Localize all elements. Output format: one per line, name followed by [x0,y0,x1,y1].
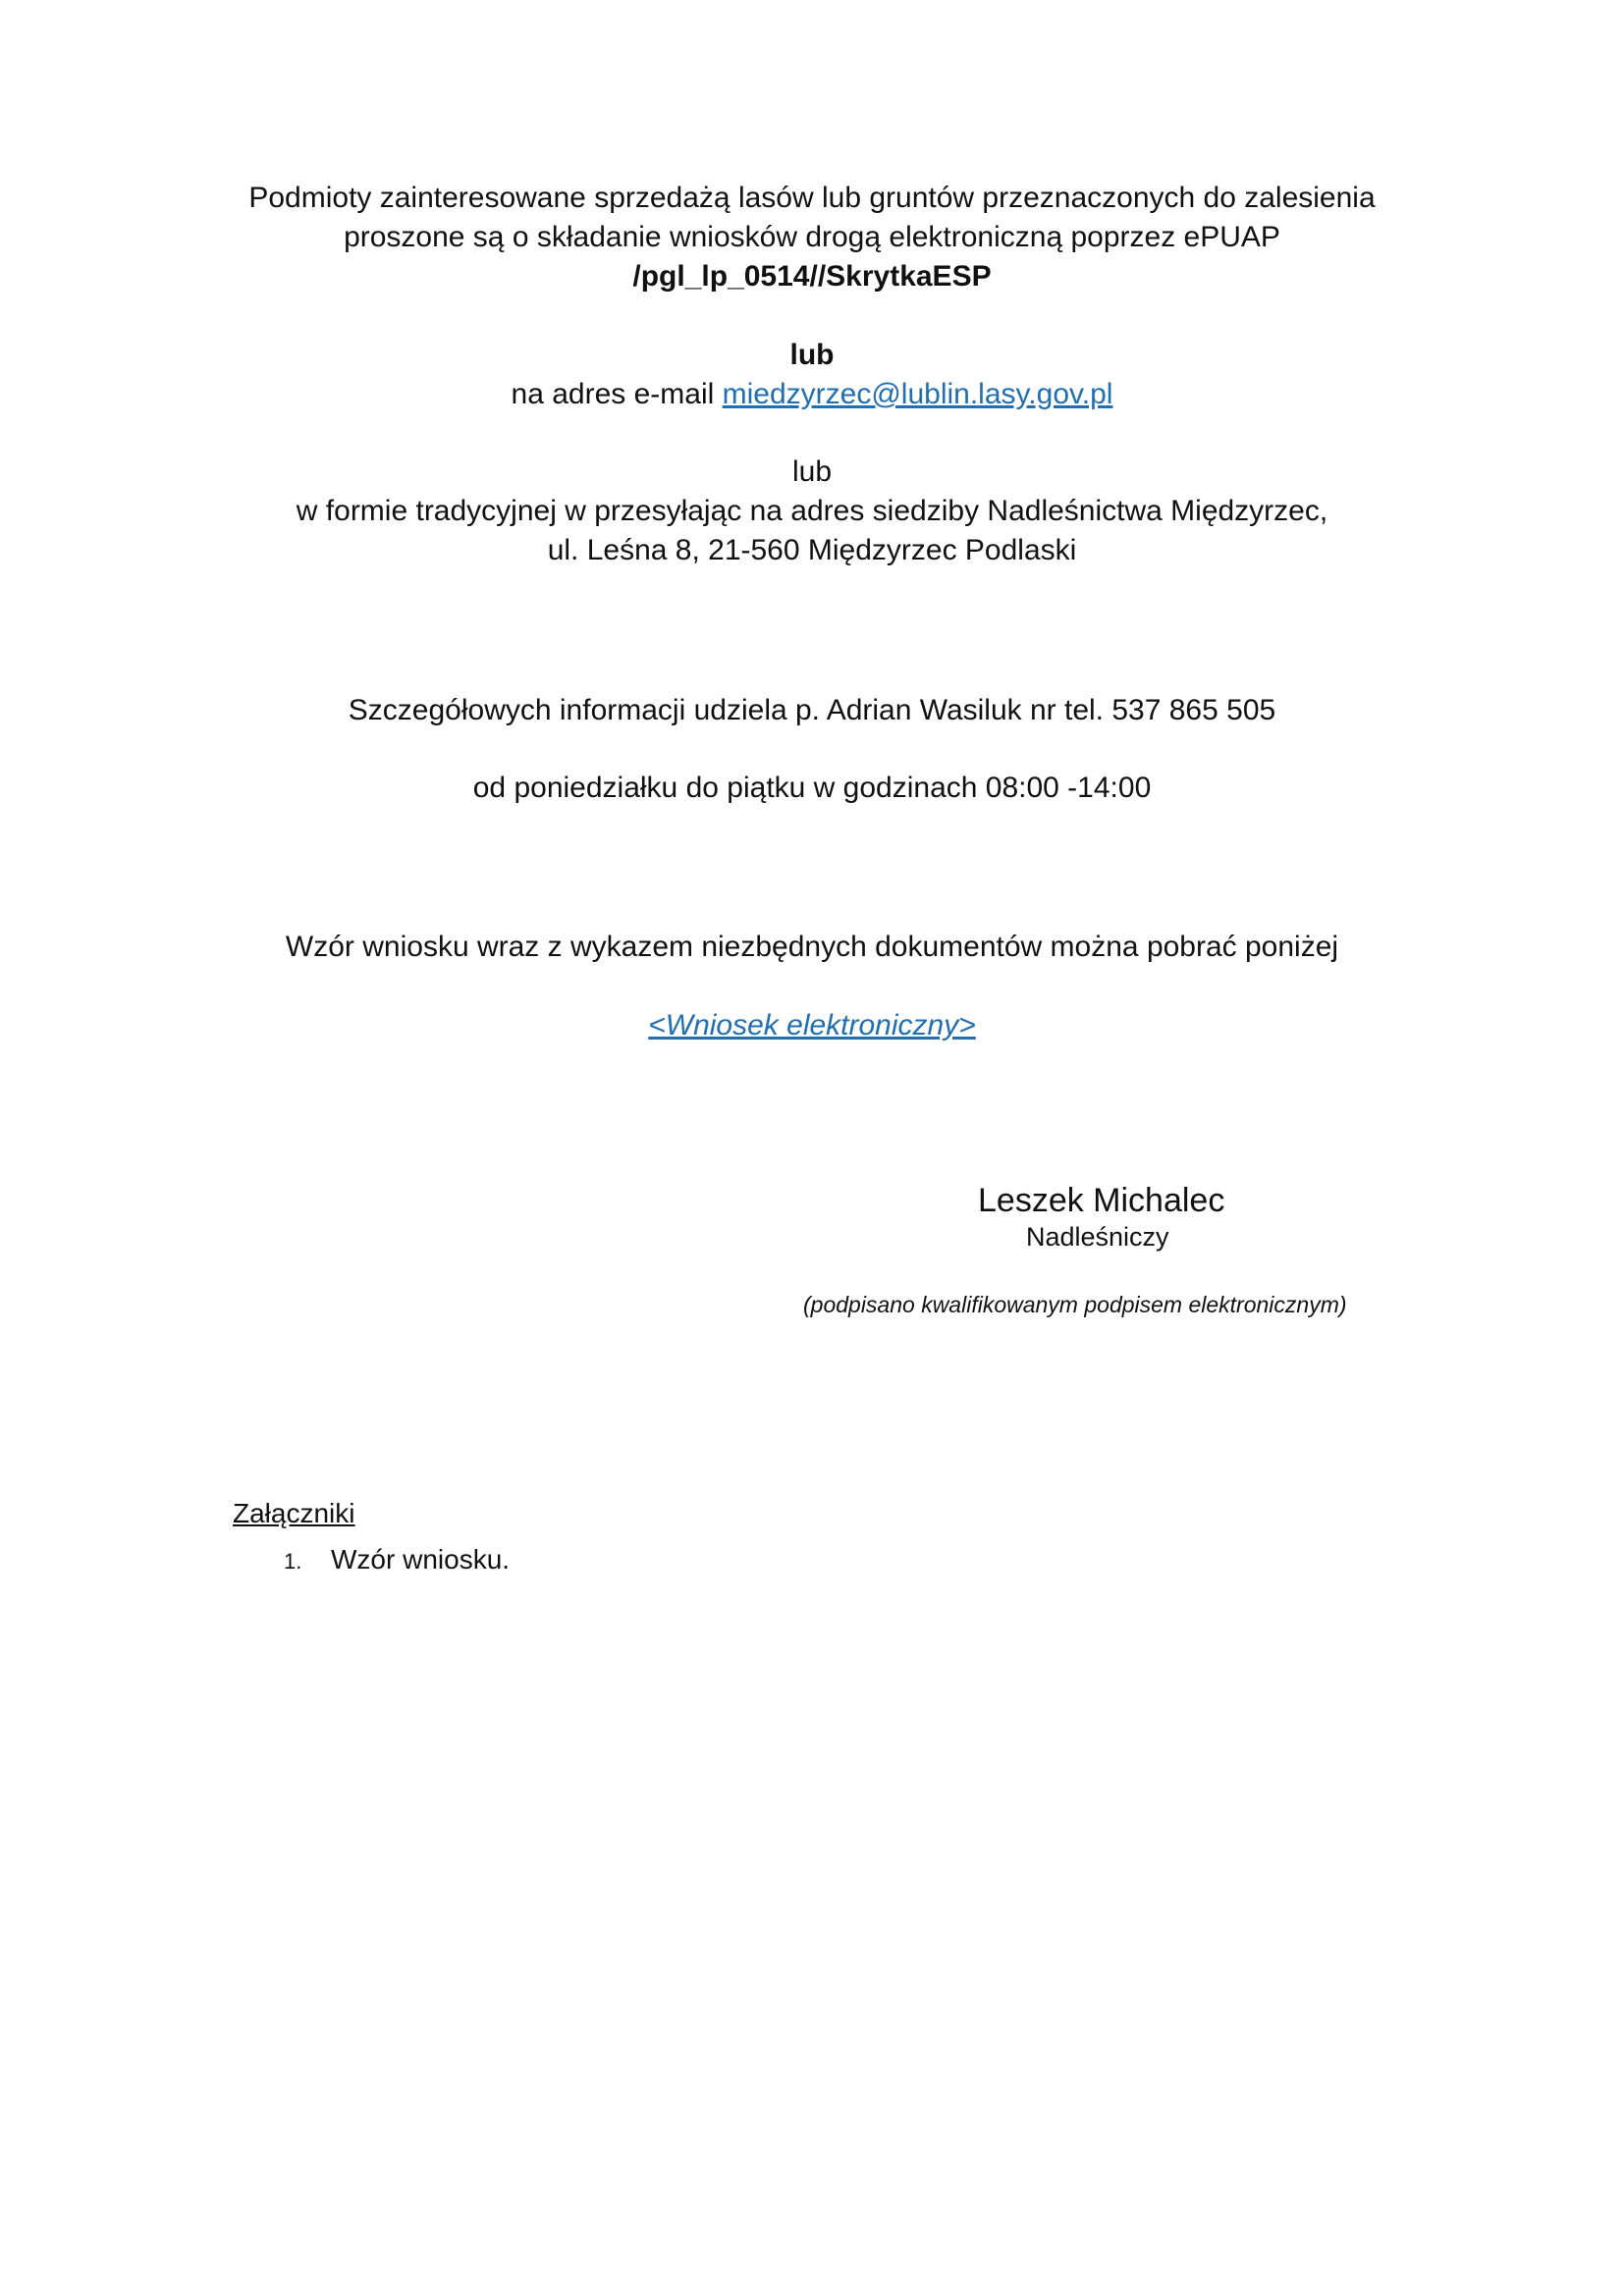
download-link-line [0,1006,1624,1045]
download-text: Wzór wniosku wraz z wykazem niezbędnych dokumentów można pobrać poniżej [285,931,1339,963]
signature-note: (podpisano kwalifikowanym podpisem elektronicznym) [803,1292,1347,1317]
contact-info: Szczegółowych informacji udziela p. Adrian Wasiluk nr tel. 537 865 505 [348,694,1276,726]
email-line [0,375,1624,414]
application-form-link[interactable]: <Wniosek elektroniczny> [648,1009,976,1041]
traditional-line-1: w formie tradycyjnej w przesyłając na adres siedziby Nadleśnictwa Międzyrzec, [296,495,1328,527]
or-separator: lub [791,455,833,488]
signer-role: Nadleśniczy [1026,1222,1169,1252]
or-separator-bold: lub [789,339,835,371]
signer-name: Leszek Michalec [978,1182,1225,1219]
attachment-number: 1. [284,1549,302,1574]
email-link[interactable]: miedzyrzec@lublin.lasy.gov.pl [722,378,1113,410]
attachments-heading: Załączniki [233,1498,355,1528]
contact-hours: od poniedziałku do piątku w godzinach 08:00 -14:00 [472,772,1152,804]
epuap-address: /pgl_lp_0514//SkrytkaESP [632,260,992,293]
attachment-item: Wzór wniosku. [331,1544,511,1575]
email-prefix: na adres e-mail [511,378,723,410]
intro-line-1: Podmioty zainteresowane sprzedażą lasów lub gruntów przeznaczonych do zalesienia [248,182,1376,214]
traditional-line-2: ul. Leśna 8, 21-560 Międzyrzec Podlaski [547,534,1077,566]
intro-line-2: proszone są o składanie wniosków drogą elektroniczną poprzez ePUAP [344,221,1280,253]
